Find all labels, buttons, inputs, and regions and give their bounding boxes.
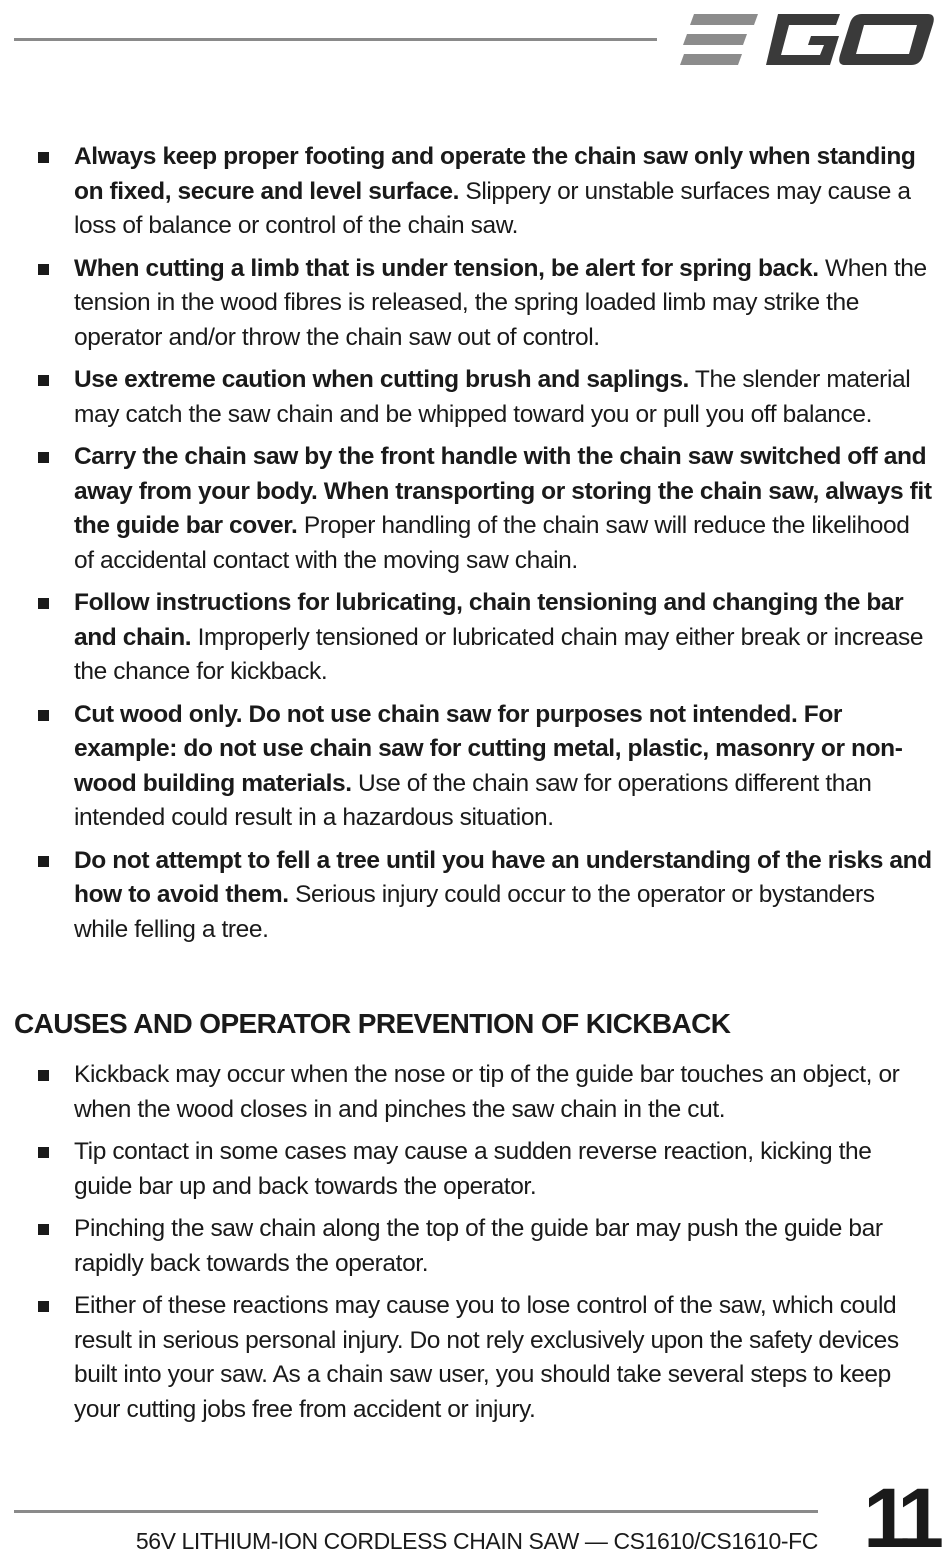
list-item-bold: When cutting a limb that is under tension, be alert for spring back. — [74, 254, 819, 282]
list-item — [0, 140, 950, 244]
footer-title: 56V LITHIUM-ION CORDLESS CHAIN SAW — CS1610/CS1610-FC — [135, 1528, 818, 1554]
list-item-bold: Use extreme caution when cutting brush and saplings. — [74, 366, 689, 393]
safety-list — [0, 140, 950, 955]
list-item-bold: Do not attempt to fell a tree until you have an understanding of the risks and how to avoid them. — [74, 846, 932, 908]
list-item-bold: Always keep proper footing and operate the chain saw only when standing on fixed, secure and level surface. — [74, 143, 916, 205]
list-item-bold: Follow instructions for lubricating, chain tensioning and changing the bar and chain. — [74, 589, 904, 651]
kickback-list — [0, 1058, 950, 1435]
list-item-text: The slender material may catch the saw chain and be whipped toward you or pull you off balance. — [74, 366, 911, 428]
list-item — [0, 363, 950, 432]
section-heading: CAUSES AND OPERATOR PREVENTION OF KICKBACK — [14, 1008, 731, 1039]
list-item-text: When the tension in the wood fibres is released, the spring loaded limb may strike the operator and/or throw the chain saw out of control. — [74, 254, 927, 351]
list-item — [0, 844, 950, 948]
logo-letters — [766, 14, 934, 65]
page-number: 11 — [863, 1471, 936, 1565]
list-item — [0, 252, 950, 356]
list-item — [0, 586, 950, 690]
list-item — [0, 698, 950, 836]
list-item-bold: Carry the chain saw by the front handle with the chain saw switched off and away from your body. When transporting or storing the chain saw, always fit the guide bar cover. — [74, 443, 932, 539]
list-item-text: Slippery or unstable surfaces may cause a loss of balance or control of the chain saw. — [74, 177, 911, 239]
list-item: Either of these reactions may cause you to lose control of the saw, which could result in serious personal injury. Do not rely exclusively upon the safety devices built into your saw. As a chain saw user, you should take several steps to keep your cutting jobs free from accident or injury. — [0, 1289, 950, 1427]
logo-e-stripes — [680, 14, 758, 65]
list-item-text: Use of the chain saw for operations different than intended could result in a hazardous situation. — [74, 769, 872, 831]
list-item-text: Serious injury could occur to the operator or bystanders while felling a tree. — [74, 881, 875, 943]
list-item: Pinching the saw chain along the top of the guide bar may push the guide bar rapidly back towards the operator. — [0, 1212, 950, 1281]
list-item: Tip contact in some cases may cause a sudden reverse reaction, kicking the guide bar up and back towards the operator. — [0, 1135, 950, 1204]
list-item — [0, 440, 950, 578]
list-item-text: Improperly tensioned or lubricated chain may either break or increase the chance for kickback. — [74, 623, 924, 685]
footer-rule — [14, 1510, 818, 1513]
list-item-text: Proper handling of the chain saw will reduce the likelihood of accidental contact with the moving saw chain. — [74, 512, 910, 574]
ego-logo — [680, 12, 935, 68]
header-rule — [14, 38, 657, 41]
list-item: Kickback may occur when the nose or tip of the guide bar touches an object, or when the wood closes in and pinches the saw chain in the cut. — [0, 1058, 950, 1127]
list-item-bold: Cut wood only. Do not use chain saw for purposes not intended. For example: do not use chain saw for cutting metal, plastic, masonry or non-wood building materials. — [74, 700, 903, 797]
